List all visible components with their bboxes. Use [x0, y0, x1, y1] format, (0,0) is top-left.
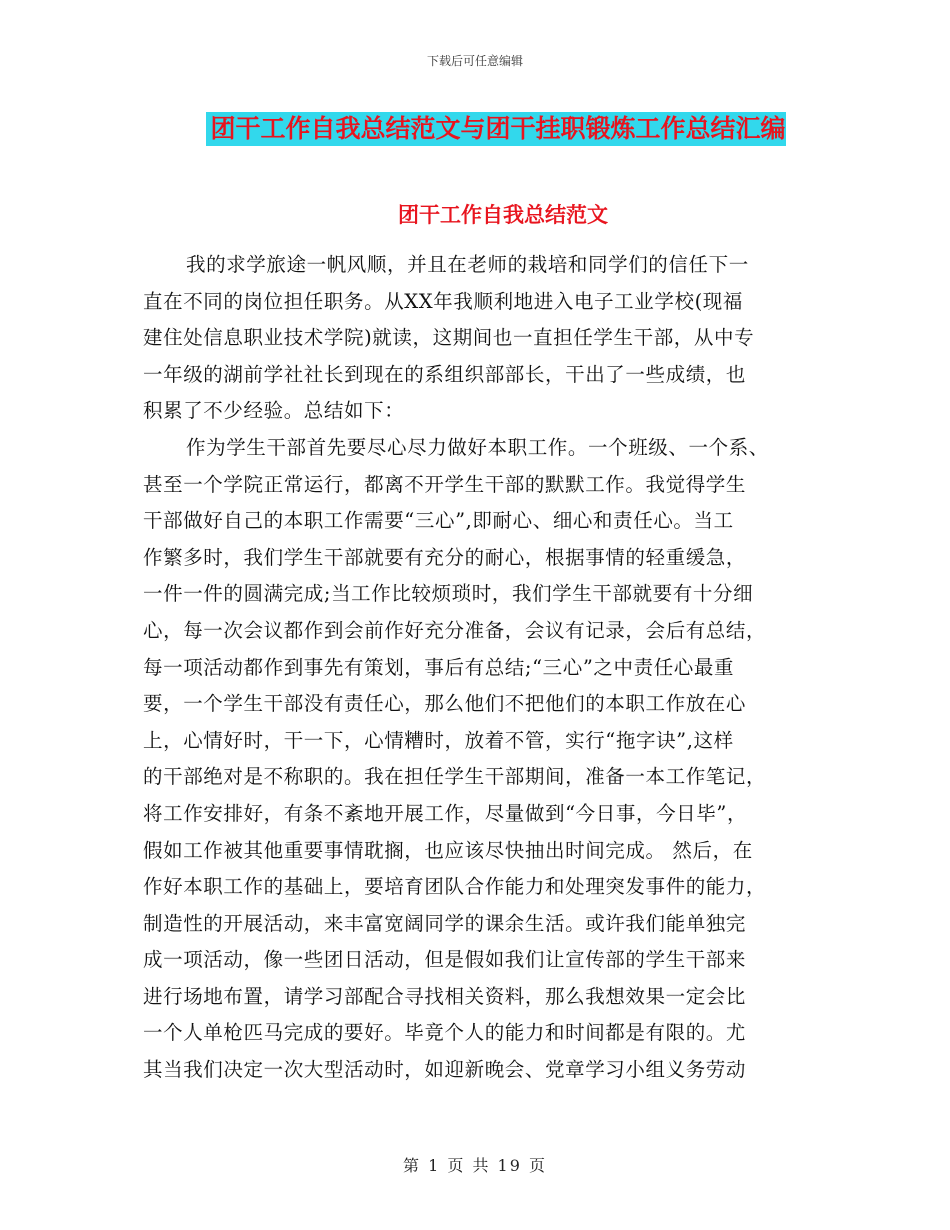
document-body	[143, 247, 807, 1089]
paragraph-line: 将工作安排好，有条不紊地开展工作，尽量做到“今日事，今日毕”，	[143, 801, 748, 825]
paragraph-line: 一年级的湖前学社社长到现在的系组织部部长，干出了一些成绩，也	[143, 362, 747, 386]
paragraph-line: 成一项活动，像一些团日活动，但是假如我们让宣传部的学生干部来	[143, 948, 747, 972]
paragraph-line: 一件一件的圆满完成;当工作比较烦琐时，我们学生干部就要有十分细	[143, 582, 754, 606]
page-number-footer: 第 1 页 共 19 页	[403, 1156, 547, 1175]
paragraph-line: 建住处信息职业技术学院)就读，这期间也一直担任学生干部，从中专	[143, 326, 755, 350]
paragraph-line: 干部做好自己的本职工作需要“三心”,即耐心、细心和责任心。当工	[143, 509, 734, 533]
paragraph-line: 进行场地布置，请学习部配合寻找相关资料，那么我想效果一定会比	[143, 984, 747, 1008]
paragraph-line: 每一项活动都作到事先有策划，事后有总结;“三心”之中责任心最重	[143, 655, 735, 679]
paragraph-line: 的干部绝对是不称职的。我在担任学生干部期间，准备一本工作笔记，	[143, 765, 767, 789]
document-title: 团干工作自我总结范文与团干挂职锻炼工作总结汇编	[206, 112, 785, 146]
paragraph-line: 要，一个学生干部没有责任心，那么他们不把他们的本职工作放在心	[143, 692, 747, 716]
section-title: 团干工作自我总结范文	[398, 202, 608, 227]
paragraph-line: 一个人单枪匹马完成的要好。毕竟个人的能力和时间都是有限的。尤	[143, 1021, 747, 1045]
document-title-container	[0, 112, 950, 146]
paragraph-line: 作为学生干部首先要尽心尽力做好本职工作。一个班级、一个系、	[186, 435, 769, 459]
paragraph-line: 积累了不少经验。总结如下：	[143, 399, 405, 423]
paragraph-line: 直在不同的岗位担任职务。从XX年我顺利地进入电子工业学校(现福	[143, 289, 743, 313]
paragraph-line: 心，每一次会议都作到会前作好充分准备，会议有记录，会后有总结，	[143, 618, 767, 642]
paragraph-line: 制造性的开展活动，来丰富宽阔同学的课余生活。或许我们能单独完	[143, 911, 747, 935]
paragraph-line: 作繁多时，我们学生干部就要有充分的耐心，根据事情的轻重缓急，	[143, 545, 747, 569]
paragraph-line: 假如工作被其他重要事情耽搁，也应该尽快抽出时间完成。 然后，在	[143, 838, 753, 862]
paragraph-line: 作好本职工作的基础上，要培育团队合作能力和处理突发事件的能力，	[143, 875, 767, 899]
paragraph-line: 其当我们决定一次大型活动时，如迎新晚会、党章学习小组义务劳动	[143, 1058, 747, 1082]
paragraph-line: 上，心情好时，干一下，心情糟时，放着不管，实行“拖字诀”,这样	[143, 728, 734, 752]
paragraph-line: 甚至一个学院正常运行，都离不开学生干部的默默工作。我觉得学生	[143, 472, 747, 496]
paragraph-line: 我的求学旅途一帆风顺，并且在老师的栽培和同学们的信任下一	[186, 253, 749, 276]
page-header-note: 下载后可任意编辑	[426, 54, 523, 68]
